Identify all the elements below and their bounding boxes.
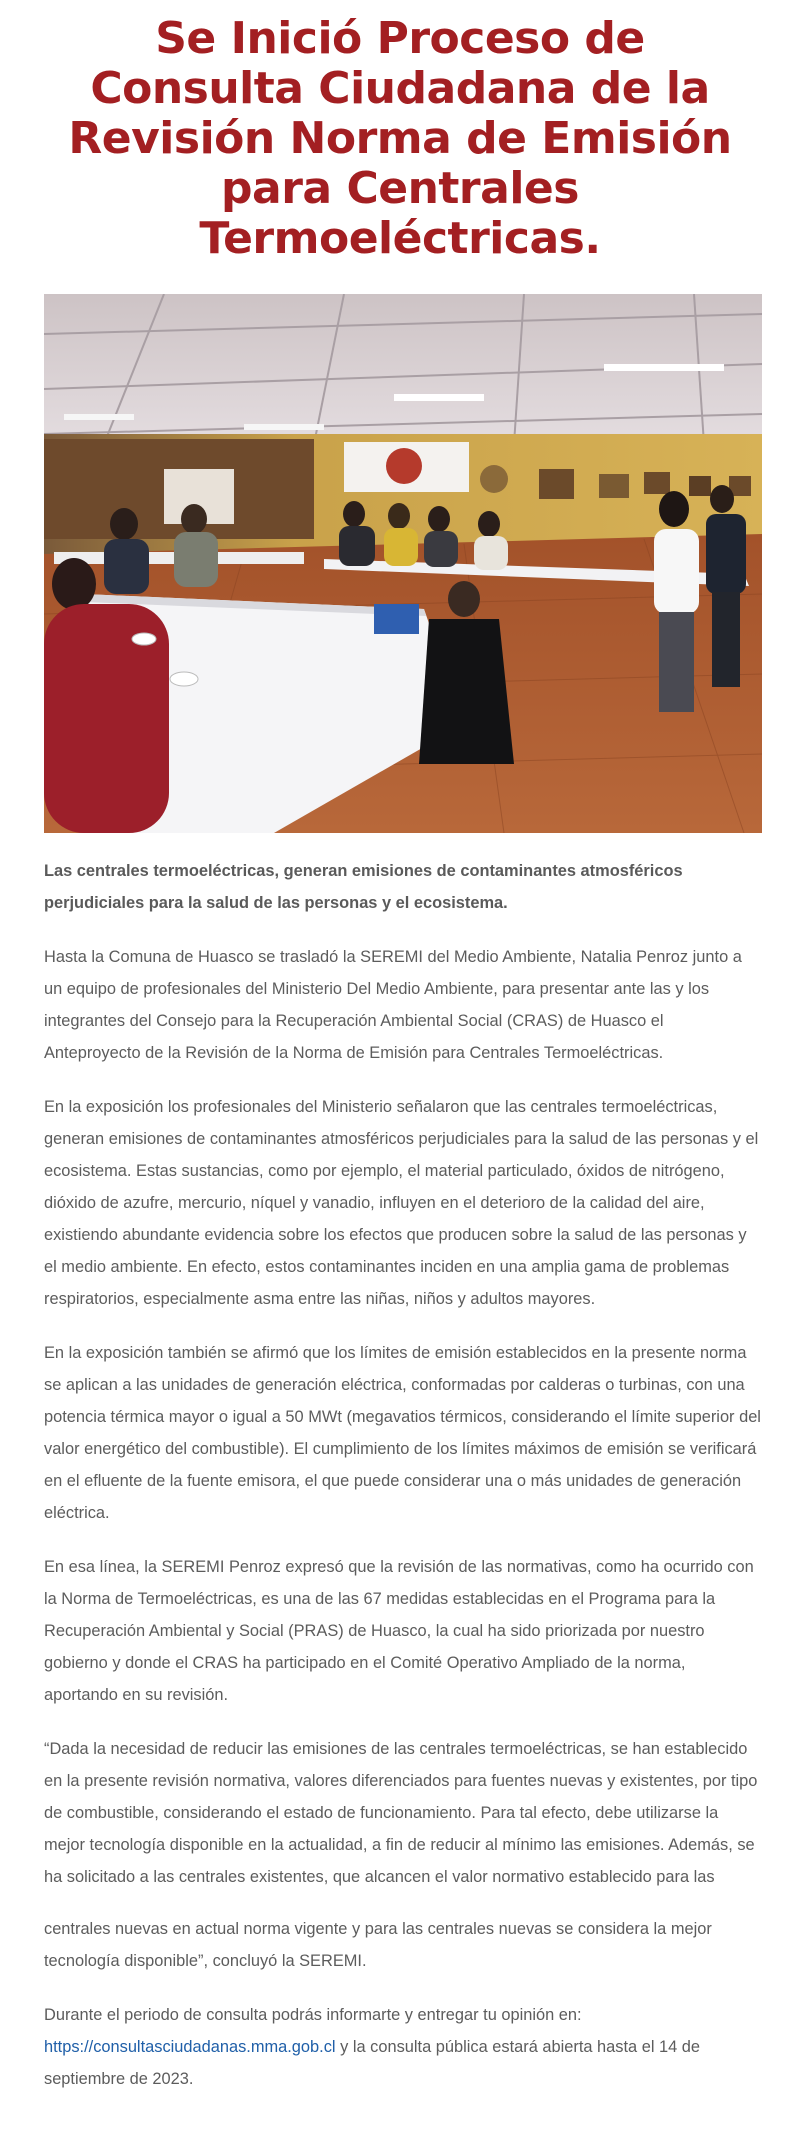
article-paragraph: “Dada la necesidad de reducir las emisiones de las centrales termoeléctricas, se han establecido en la presente revisión normativa, valores diferenciados para fuentes nuevas y existentes, por tipo de combustible, considerando el estado de funcionamiento. Para tal efecto, debe utilizarse la mejor tecnología disponible en la actualidad, a fin de reducir al mínimo las emisiones. Además, se ha solicitado a las centrales existentes, que alcancen el valor normativo establecido para las	[44, 1740, 758, 1886]
closing-text: Durante el periodo de consulta podrás informarte y entregar tu opinión en:	[44, 2006, 582, 2024]
article-paragraph: En esa línea, la SEREMI Penroz expresó que la revisión de las normativas, como ha ocurrido con la Norma de Termoeléctricas, es una de las 67 medidas establecidas en el Programa para la Recuperación Ambiental y Social (PRAS) de Huasco, la cual ha sido priorizada por nuestro gobierno y donde el CRAS ha participado en el Comité Operativo Ampliado de la norma, aportando en su revisión.	[44, 1558, 754, 1704]
consultation-link[interactable]: https://consultasciudadanas.mma.gob.cl	[44, 2038, 336, 2056]
article-body	[44, 855, 762, 2117]
article-paragraph: En la exposición los profesionales del Ministerio señalaron que las centrales termoeléctricas, generan emisiones de contaminantes atmosféricos perjudiciales para la salud de las personas y el ecosistema. Estas sustancias, como por ejemplo, el material particulado, óxidos de nitrógeno, dióxido de azufre, mercurio, níquel y vanadio, influyen en el deterioro de la calidad del aire, existiendo abundante evidencia sobre los efectos que producen sobre la salud de las personas y el medio ambiente. En efecto, estos contaminantes inciden en una amplia gama de problemas respiratorios, especialmente asma entre las niñas, niños y adultos mayores.	[44, 1098, 759, 1308]
article-paragraph: En la exposición también se afirmó que los límites de emisión establecidos en la presente norma se aplican a las unidades de generación eléctrica, conformadas por calderas o turbinas, con una potencia térmica mayor o igual a 50 MWt (megavatios térmicos, considerando el límite superior del valor energético del combustible). El cumplimiento de los límites máximos de emisión se verificará en el efluente de la fuente emisora, el que puede considerar una o más unidades de generación eléctrica.	[44, 1344, 761, 1522]
article-closing	[44, 1999, 762, 2095]
article-paragraph: centrales nuevas en actual norma vigente y para las centrales nuevas se considera la mejor tecnología disponible”, concluyó la SEREMI.	[44, 1920, 712, 1970]
article-title: Se Inició Proceso de Consulta Ciudadana de la Revisión Norma de Emisión para Centrales Termoeléctricas.	[68, 13, 732, 264]
article-photo	[44, 294, 762, 833]
article-lead: Las centrales termoeléctricas, generan emisiones de contaminantes atmosféricos perjudiciales para la salud de las personas y el ecosistema.	[44, 862, 683, 912]
article-paragraph: Hasta la Comuna de Huasco se trasladó la SEREMI del Medio Ambiente, Natalia Penroz junto a un equipo de profesionales del Ministerio Del Medio Ambiente, para presentar ante las y los integrantes del Consejo para la Recuperación Ambiental Social (CRAS) de Huasco el Anteproyecto de la Revisión de la Norma de Emisión para Centrales Termoeléctricas.	[44, 948, 742, 1062]
closing-text-end: y la consulta pública estará abierta hasta el 14 de septiembre de 2023.	[44, 2038, 701, 2088]
